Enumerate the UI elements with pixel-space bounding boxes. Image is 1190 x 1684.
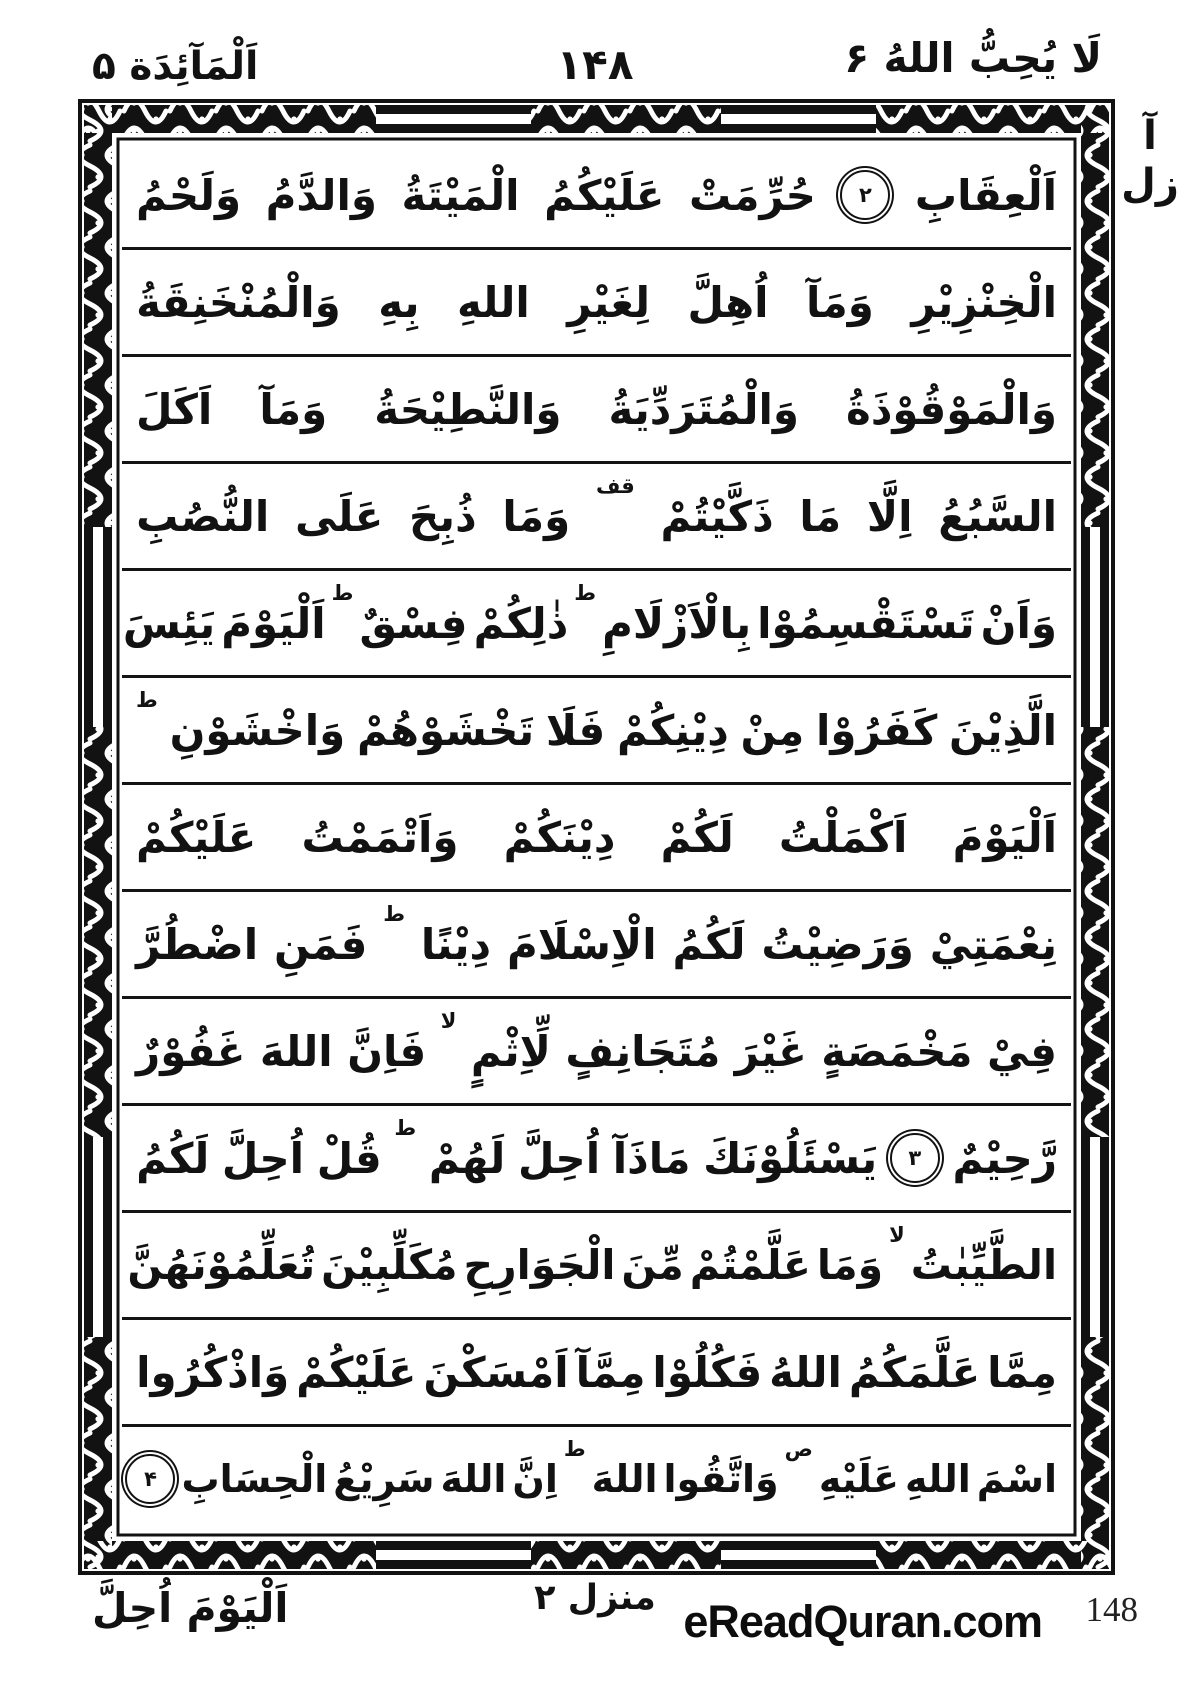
word: عَلَيْكُمُ (544, 170, 665, 220)
word: كَفَرُوْا (816, 705, 938, 755)
word: السَّبُعُ (938, 491, 1057, 541)
word: لِغَيْرِ (567, 277, 651, 327)
word: دِيْنِكُمْ (616, 705, 729, 755)
stop-mark: لا (440, 1009, 457, 1033)
word: الْاِسْلَامَ (506, 919, 657, 969)
header-surah-title: اَلْمَآئِدَة ۵ (92, 44, 259, 89)
word: اللهِ (457, 277, 530, 327)
footer-catchword: اَلْيَوْمَ اُحِلَّ (92, 1584, 289, 1632)
header-page-number-arabic: ۱۴۸ (556, 40, 634, 89)
word: اللهُ (769, 1347, 842, 1397)
ayah-end-medallion (125, 1454, 175, 1504)
word: وَرَضِيْتُ (761, 919, 914, 969)
word: وَاتَّقُوا (663, 1457, 779, 1501)
word: اَلْعِقَابِ (914, 170, 1057, 220)
word: وَلَحْمُ (136, 170, 242, 220)
quran-line (122, 678, 1071, 785)
word: يَئِسَ (122, 598, 216, 648)
word: الْجَوَارِحِ (463, 1241, 616, 1289)
margin-marker-bottom: زل (1121, 161, 1179, 207)
word: قُلْ (316, 1133, 382, 1183)
word: وَمَآ (259, 384, 328, 434)
word: اللهَ (259, 1026, 333, 1076)
margin-marker (1114, 112, 1186, 208)
word: حُرِّمَتْ (688, 170, 816, 220)
quran-line (122, 892, 1071, 999)
word: مِمَّا (987, 1347, 1057, 1397)
word: اُحِلَّ (517, 1133, 601, 1183)
footer-manzil-marker: منزل ۲ (534, 1578, 656, 1618)
word: اَمْسَكْنَ (423, 1347, 569, 1397)
word: ذُبِحَ (409, 491, 477, 541)
word: عَلَّمْتُمْ (689, 1241, 811, 1289)
word: ذٰلِكُمْ (473, 598, 569, 648)
word: اَلْيَوْمَ (952, 812, 1057, 862)
word: لَكُمْ (660, 812, 734, 862)
quran-line (122, 143, 1071, 250)
word: تَسْتَقْسِمُوْا (757, 598, 975, 648)
stop-mark: قف (595, 474, 635, 498)
word: مِّنَ (621, 1241, 684, 1289)
word: اِنَّ (512, 1457, 558, 1501)
word: اللهَ (591, 1457, 658, 1501)
quran-line (122, 357, 1071, 464)
stop-mark: ص (784, 1437, 813, 1461)
word: مِنْ (740, 705, 805, 755)
quran-line (122, 1106, 1071, 1213)
word: وَاَنْ (980, 598, 1057, 648)
word: عَلَّمَكُمُ (848, 1347, 981, 1397)
word: دِيْنًا (420, 919, 492, 969)
ayah-number: ۲ (858, 182, 872, 207)
footer-page-number: 148 (1085, 1590, 1138, 1629)
quran-line (122, 464, 1071, 571)
word: النُّصُبِ (136, 491, 270, 541)
word: مَخْمَصَةٍ (821, 1026, 973, 1076)
word: الْحِسَابِ (181, 1457, 328, 1501)
word: اُحِلَّ (221, 1133, 305, 1183)
word: مَاذَآ (612, 1133, 691, 1183)
word: اللهَ (440, 1457, 507, 1501)
word: اَكَلَ (136, 384, 213, 434)
word: وَالْمُنْخَنِقَةُ (136, 277, 341, 327)
word: اسْمَ (976, 1457, 1057, 1501)
word: سَرِيْعُ (333, 1457, 435, 1501)
word: وَمَآ (806, 277, 874, 327)
word: وَاَتْمَمْتُ (301, 812, 459, 862)
word: وَاخْشَوْنِ (169, 705, 346, 755)
word: ذَكَّيْتُمْ (660, 491, 774, 541)
word: لِّاِثْمٍ (470, 1026, 551, 1076)
word: اُهِلَّ (687, 277, 769, 327)
word: مُكَلِّبِيْنَ (321, 1241, 458, 1289)
quran-line (122, 1213, 1071, 1320)
word: بِالْاَزْلَامِ (602, 598, 752, 648)
word: مَا (799, 491, 842, 541)
word: غَيْرَ (734, 1026, 807, 1076)
text-rows (122, 143, 1071, 1531)
quran-line (122, 1320, 1071, 1427)
ayah-end-medallion (890, 1133, 940, 1183)
margin-marker-top: آ (1143, 113, 1157, 159)
word: دِيْنَكُمْ (503, 812, 616, 862)
word: الْخِنْزِيْرِ (911, 277, 1057, 327)
stop-mark: ط (563, 1437, 586, 1461)
stop-mark: ط (574, 581, 597, 605)
word: وَالْمَوْقُوْذَةُ (846, 384, 1057, 434)
word: الَّذِيْنَ (949, 705, 1057, 755)
stop-mark: ط (331, 581, 354, 605)
word: الْمَيْتَةُ (401, 170, 520, 220)
word: رَّحِيْمٌ (952, 1133, 1057, 1183)
word: وَالنَّطِيْحَةُ (374, 384, 562, 434)
ayah-number: ۳ (908, 1145, 922, 1170)
word: نِعْمَتِيْ (929, 919, 1057, 969)
word: فِيْ (987, 1026, 1057, 1076)
word: اَكْمَلْتُ (778, 812, 908, 862)
quran-line (122, 250, 1071, 357)
footer-brand: eReadQuran.com (683, 1596, 1042, 1647)
stop-mark: ط (136, 688, 158, 712)
stop-mark: لا (889, 1223, 905, 1247)
word: فَلَا (545, 705, 606, 755)
word: مُتَجَانِفٍ (565, 1026, 721, 1076)
word: الطَّيِّبٰتُ (910, 1241, 1057, 1289)
word: بِهِ (378, 277, 420, 327)
word: لَكُمُ (136, 1133, 210, 1183)
word: وَمَا (816, 1241, 884, 1289)
word: وَالْمُتَرَدِّيَةُ (608, 384, 800, 434)
word: لَكُمُ (672, 919, 746, 969)
word: فَكُلُوْا (652, 1347, 763, 1397)
word: اِلَّا (866, 491, 913, 541)
word: فِسْقٌ (359, 598, 468, 648)
word: يَسْئَلُوْنَكَ (703, 1133, 878, 1183)
word: تُعَلِّمُوْنَهُنَّ (127, 1241, 316, 1289)
word: وَاذْكُرُوا (136, 1347, 290, 1397)
word: مِمَّآ (575, 1347, 646, 1397)
word: عَلَيْكُمْ (136, 812, 257, 862)
header-juz-title: لَا يُحِبُّ اللهُ ۶ (844, 34, 1102, 82)
ayah-end-medallion (840, 170, 890, 220)
word: وَمَا (502, 491, 571, 541)
quran-line (122, 785, 1071, 892)
word: غَفُوْرٌ (136, 1026, 246, 1076)
stop-mark: ط (383, 902, 406, 926)
decorative-border-frame (76, 97, 1117, 1577)
stop-mark: ط (394, 1116, 417, 1140)
ayah-number: ۴ (144, 1466, 157, 1491)
word: عَلَيْكُمْ (296, 1347, 417, 1397)
word: اَلْيَوْمَ (221, 598, 326, 648)
word: لَهُمْ (428, 1133, 506, 1183)
quran-line (122, 1427, 1071, 1531)
quran-line (122, 999, 1071, 1106)
word: فَمَنِ (273, 919, 368, 969)
word: اضْطُرَّ (136, 919, 259, 969)
word: وَالدَّمُ (265, 170, 377, 220)
quran-line (122, 571, 1071, 678)
word: عَلَى (294, 491, 384, 541)
word: اللهِ (904, 1457, 971, 1501)
word: عَلَيْهِ (818, 1457, 899, 1501)
word: فَاِنَّ (347, 1026, 427, 1076)
word: تَخْشَوْهُمْ (356, 705, 535, 755)
